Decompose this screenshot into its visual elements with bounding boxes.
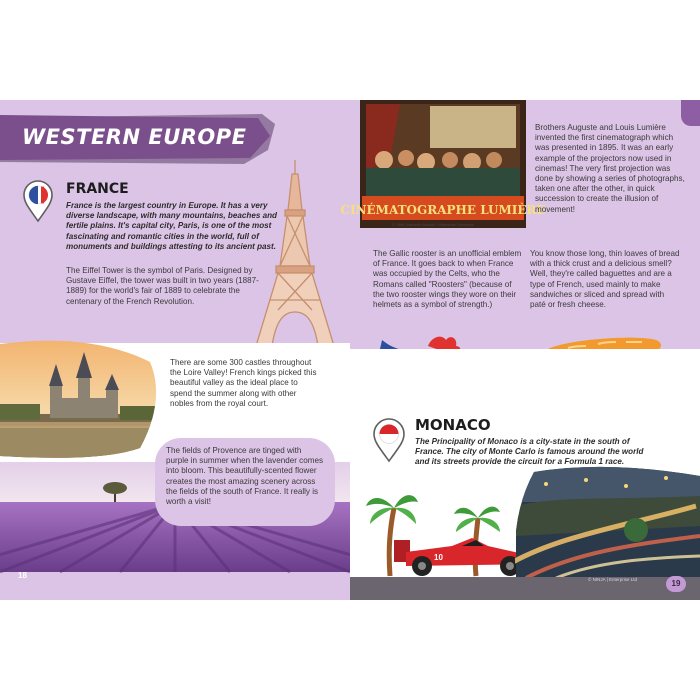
rooster-text: The Gallic rooster is an unofficial emblem of France. It goes back to when France was occupied by the Celts, who the Romans called "Roosters" (because of the two rooster wings they wore on their helmets as a symbol of strength.) (373, 249, 522, 310)
page-number-left: 18 (18, 571, 27, 580)
poster-title: CINÉMATOGRAPHE LUMIÈRE (340, 203, 546, 217)
lavender-text: The fields of Provence are tinged with purple in summer when the lavender comes into bloom. This beautifully-scented flower creates the most amazing scenery across the fields of the south of France. It really is worth a visit! (166, 446, 324, 507)
monaco-pin-icon (372, 418, 406, 462)
poster-credit: © 1896, Marcellin Auzolle / Wikimedia Commons (392, 223, 474, 227)
monaco-intro: The Principality of Monaco is a city-state in the south of France. The city of Monte Carlo is famous around the world and its streets provide the circuit for a Formula 1 race. (415, 437, 644, 467)
monaco-heading: MONACO (415, 416, 491, 434)
footer-bar (350, 577, 700, 600)
book-spread (0, 100, 700, 600)
publisher-credit: © NINJA | Enterprise Ltd (588, 577, 638, 582)
cinema-text: Brothers Auguste and Louis Lumière invented the first cinematograph which was presented in 1895. It was an early example of the projectors now used in cinemas! The very first projection was done by showing a series of photographs, taken one after the other, in quick succession to create the illusion of movement! (535, 123, 685, 214)
eiffel-text: The Eiffel Tower is the symbol of Paris. Designed by Gustave Eiffel, the tower was built in two years (1887-1889) for the world's fair of 1889 to celebrate the centenary of the French Revolution. (66, 266, 259, 306)
castles-text: There are some 300 castles throughout the Loire Valley! French kings picked this beautiful valley as the ideal place to spend the summer along with other nobles from the royal court. (170, 358, 317, 408)
france-heading: FRANCE (66, 181, 129, 197)
cinematographe-poster (340, 100, 546, 228)
monte-carlo-circuit-photo (516, 466, 700, 578)
eiffel-tower-illustration (250, 160, 340, 350)
page-title: WESTERN EUROPE (22, 125, 247, 149)
loire-castle-photo (0, 338, 160, 461)
france-intro: France is the largest country in Europe. It has a very diverse landscape, with many mountains, beaches and fertile plains. It's capital city, Paris, is one of the most fascinating and romantic cities in the world, full of monuments and buildings attesting to its ancient past. (66, 201, 277, 251)
france-pin-icon (22, 180, 54, 222)
baguette-text: You know those long, thin loaves of bread with a thick crust and a delicious smell? Well, they're called baguettes and are a type of French, used mainly to make sandwiches or sliced and spread with paté or fresh cheese. (530, 249, 680, 310)
svg-text:10: 10 (434, 553, 443, 562)
page-number-right: 19 (666, 576, 686, 592)
